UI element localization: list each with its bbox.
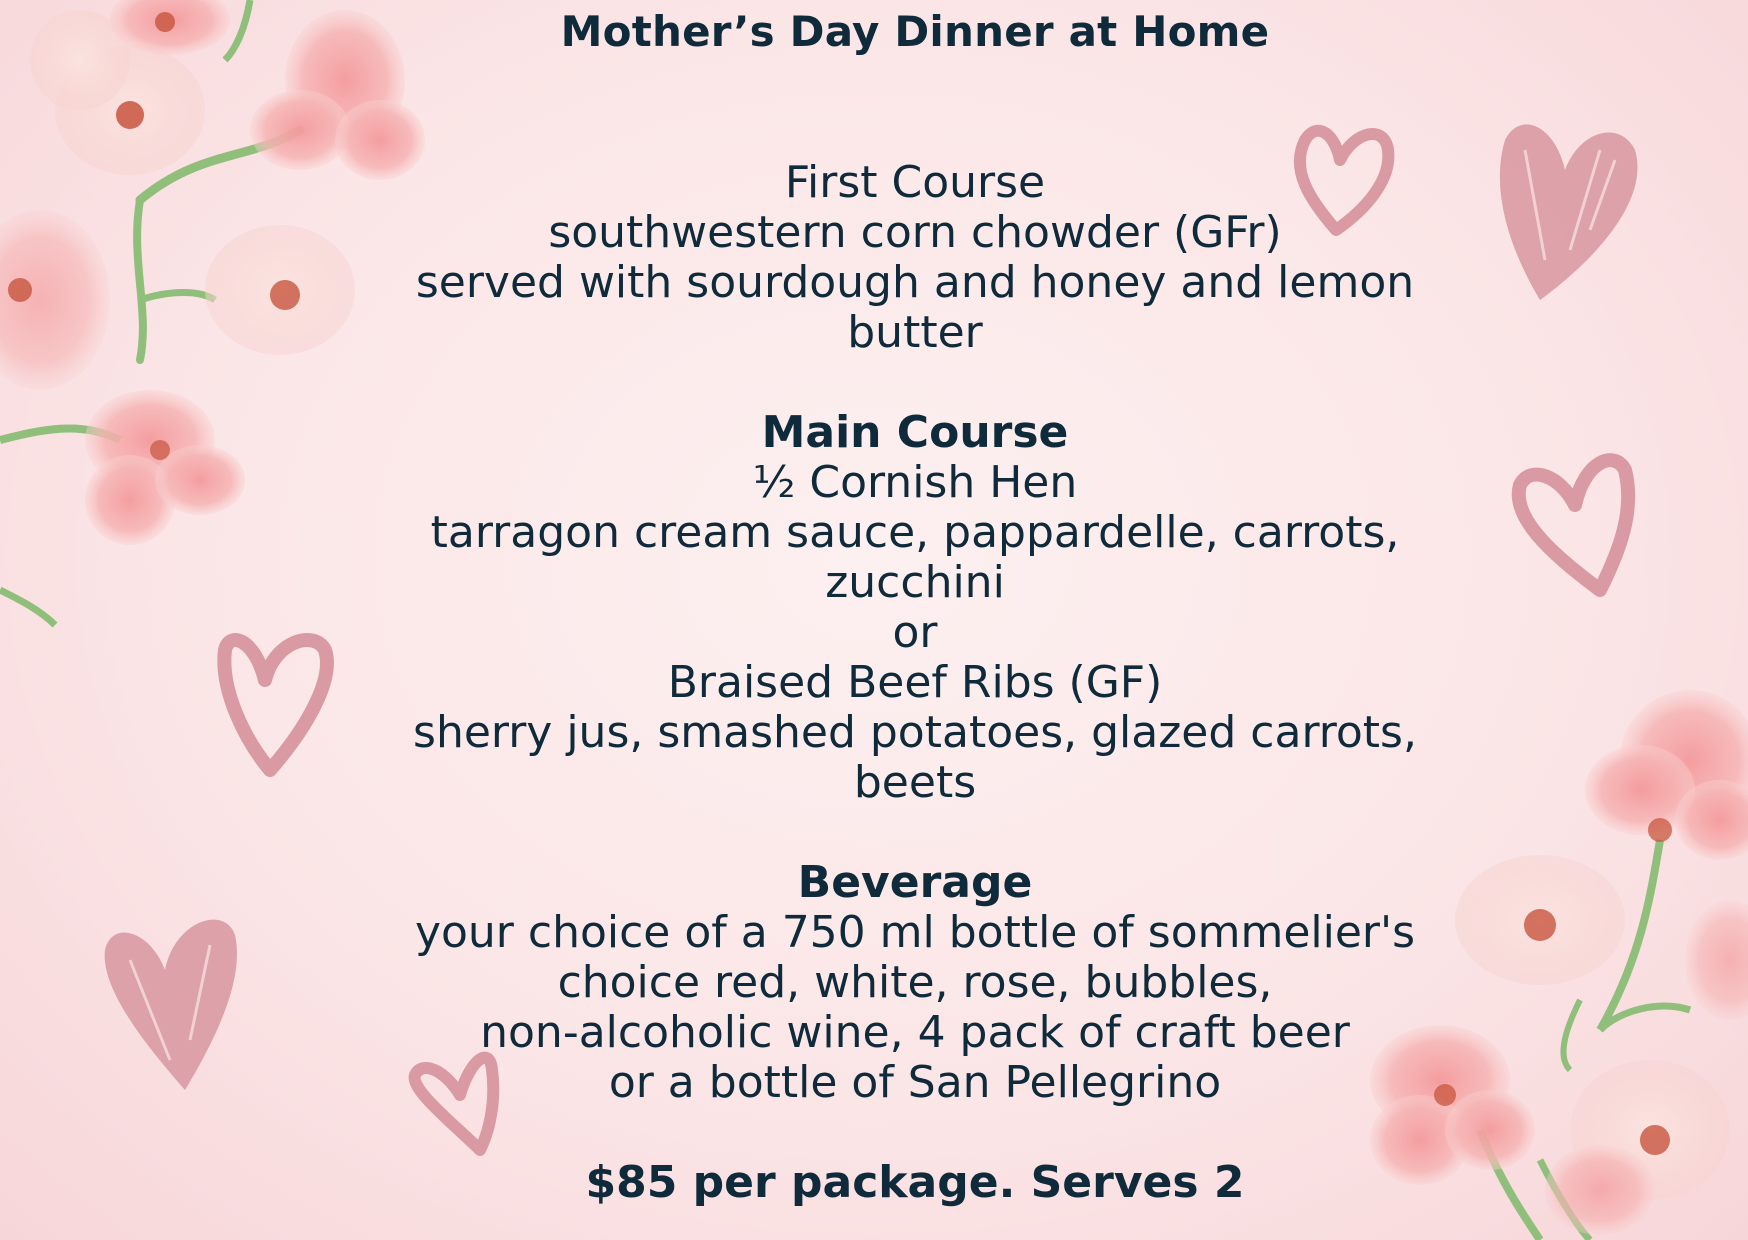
heart-outline-icon bbox=[1519, 460, 1628, 590]
main-course-line: Braised Beef Ribs (GF) bbox=[667, 657, 1163, 708]
beverage-heading: Beverage bbox=[797, 857, 1033, 908]
first-course-heading: First Course bbox=[784, 157, 1046, 208]
menu-title: Mother’s Day Dinner at Home bbox=[560, 7, 1270, 56]
main-course-line: beets bbox=[853, 757, 977, 808]
beverage-line: or a bottle of San Pellegrino bbox=[608, 1057, 1222, 1108]
main-course-line: ½ Cornish Hen bbox=[752, 457, 1078, 508]
heart-filled-icon bbox=[105, 920, 237, 1090]
heart-outline-icon bbox=[224, 640, 327, 770]
main-course-line: zucchini bbox=[825, 557, 1005, 608]
main-course-heading: Main Course bbox=[761, 407, 1069, 458]
beverage-line: non-alcoholic wine, 4 pack of craft beer bbox=[480, 1007, 1350, 1058]
main-course-line: tarragon cream sauce, pappardelle, carrots, bbox=[430, 507, 1400, 558]
first-course-line: butter bbox=[847, 307, 983, 358]
main-course-line: sherry jus, smashed potatoes, glazed carrots, bbox=[413, 707, 1417, 758]
beverage-line: choice red, white, rose, bubbles, bbox=[557, 957, 1273, 1008]
heart-filled-icon bbox=[1500, 124, 1638, 300]
price-line: $85 per package. Serves 2 bbox=[585, 1157, 1245, 1208]
first-course-line: southwestern corn chowder (GFr) bbox=[548, 207, 1282, 258]
main-course-line: or bbox=[892, 607, 938, 658]
beverage-line: your choice of a 750 ml bottle of sommelier's bbox=[414, 907, 1416, 958]
first-course-line: served with sourdough and honey and lemon bbox=[415, 257, 1415, 308]
